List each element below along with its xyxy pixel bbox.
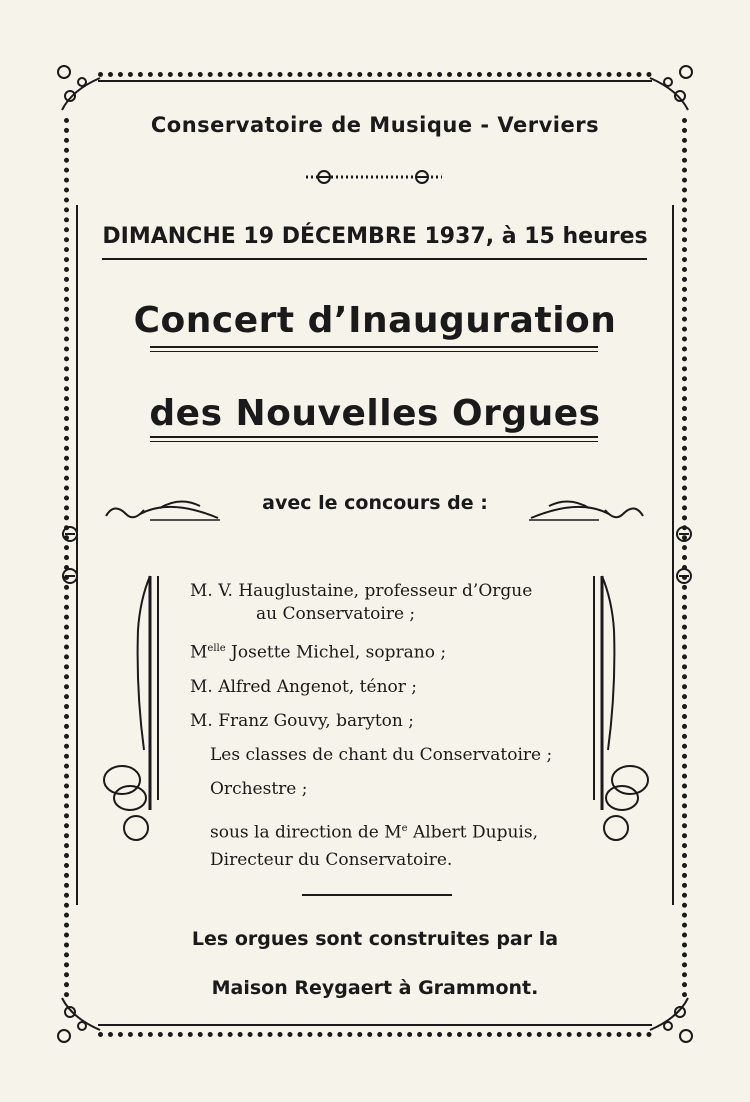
performer-choir: Les classes de chant du Conservatoire ;: [210, 744, 553, 765]
right-floral-ornament: [582, 570, 652, 845]
title1-underline-thin: [150, 351, 598, 352]
performer-baritone: M. Franz Gouvy, baryton ;: [190, 710, 414, 731]
performer-soprano-title: M: [190, 642, 208, 663]
date-underline: [102, 258, 647, 260]
border-bottom: [98, 1032, 652, 1037]
performer-tenor: M. Alfred Angenot, ténor ;: [190, 676, 418, 697]
concert-title-line1: Concert d’Inauguration: [133, 300, 617, 341]
concours-label: avec le concours de :: [262, 492, 488, 514]
performer-orchestra: Orchestre ;: [210, 778, 308, 799]
conductor-line: [190, 812, 590, 850]
left-floral-ornament: [100, 570, 170, 845]
conductor-role: Directeur du Conservatoire.: [210, 850, 453, 871]
conductor-prefix: sous la direction de M: [210, 822, 402, 843]
right-side-medallion: [672, 520, 696, 590]
performer-soprano-name: Josette Michel, soprano ;: [225, 642, 447, 663]
event-date: DIMANCHE 19 DÉCEMBRE 1937, à 15 heures: [102, 224, 648, 249]
border-top-rule: [98, 80, 652, 82]
builder-line2: Maison Reygaert à Grammont.: [211, 977, 539, 999]
performer-organist: M. V. Hauglustaine, professeur d’Orgue: [190, 581, 533, 601]
border-bottom-rule: [98, 1024, 652, 1026]
performer-organist-role: au Conservatoire ;: [256, 604, 416, 624]
header-divider-ornament: [298, 166, 450, 188]
institution-heading: Conservatoire de Musique - Verviers: [150, 113, 600, 137]
right-flourish-ornament: [524, 494, 649, 528]
conductor-title-sup: e: [401, 822, 408, 834]
section-divider: [302, 894, 452, 896]
performer-soprano: [190, 632, 590, 670]
title1-underline: [150, 346, 598, 348]
performers-list: [190, 574, 590, 871]
builder-line1: Les orgues sont construites par la: [191, 928, 559, 950]
title2-underline-thin: [150, 441, 598, 442]
left-side-medallion: [60, 520, 84, 590]
border-top: [98, 72, 652, 77]
concert-title-line2: des Nouvelles Orgues: [149, 393, 601, 434]
title2-underline: [150, 436, 598, 438]
conductor-name: Albert Dupuis,: [407, 822, 538, 843]
performer-soprano-title-sup: elle: [207, 643, 226, 654]
